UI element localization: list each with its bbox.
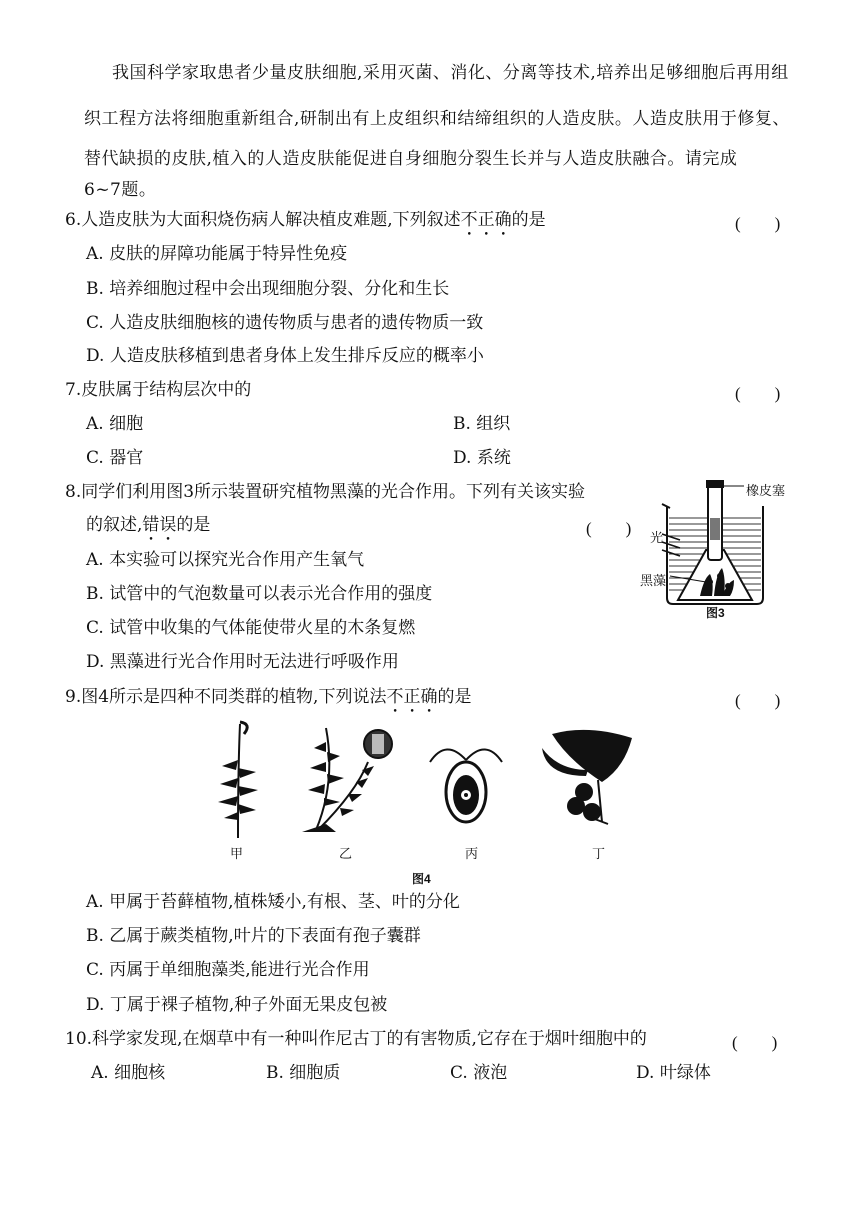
q9-stem: 9.图4所示是四种不同类群的植物,下列说法不正确的是 <box>65 687 472 707</box>
q9-emphasis: 不正确 <box>386 687 438 707</box>
q6-option-c[interactable]: C. 人造皮肤细胞核的遗传物质与患者的遗传物质一致 <box>86 313 484 333</box>
q6-option-a[interactable]: A. 皮肤的屏障功能属于特异性免疫 <box>86 244 348 264</box>
q10-answer-blank[interactable]: ( ) <box>732 1033 778 1052</box>
q7-option-a[interactable]: A. 细胞 <box>86 414 144 434</box>
plant-ginkgo-image <box>528 730 638 830</box>
plant-fern-image <box>296 722 396 834</box>
passage-line-3: 替代缺损的皮肤,植入的人造皮肤能促进自身细胞分裂生长并与人造皮肤融合。请完成 <box>84 149 738 169</box>
label-algae: 黑藻 <box>640 573 667 588</box>
plant-label-jia: 甲 <box>230 846 244 861</box>
plant-alga-image <box>426 740 506 830</box>
q7-option-b[interactable]: B. 组织 <box>453 414 511 434</box>
q9-answer-blank[interactable]: ( ) <box>735 691 781 710</box>
q8-emphasis: 错误 <box>142 515 177 535</box>
q8-option-c[interactable]: C. 试管中收集的气体能使带火星的木条复燃 <box>86 618 416 638</box>
q10-option-b[interactable]: B. 细胞质 <box>266 1063 341 1083</box>
figure-4-caption: 图4 <box>412 872 431 886</box>
plant-label-ding: 丁 <box>592 846 606 861</box>
q10-option-c[interactable]: C. 液泡 <box>450 1063 508 1083</box>
passage-line-4: 6~7题。 <box>84 180 157 200</box>
q9-option-d[interactable]: D. 丁属于裸子植物,种子外面无果皮包被 <box>86 995 388 1015</box>
label-light: 光 <box>650 530 664 545</box>
q8-answer-blank[interactable]: ( ) <box>586 519 632 538</box>
figure-3-apparatus <box>640 478 790 618</box>
q6-option-b[interactable]: B. 培养细胞过程中会出现细胞分裂、分化和生长 <box>86 279 450 299</box>
q7-option-d[interactable]: D. 系统 <box>453 448 511 468</box>
q10-stem: 10.科学家发现,在烟草中有一种叫作尼古丁的有害物质,它存在于烟叶细胞中的 <box>65 1029 647 1049</box>
q7-stem: 7.皮肤属于结构层次中的 <box>65 380 252 400</box>
q10-option-a[interactable]: A. 细胞核 <box>91 1063 166 1083</box>
q8-stem-line-1: 8.同学们利用图3所示装置研究植物黑藻的光合作用。下列有关该实验 <box>65 482 586 502</box>
plant-moss-image <box>214 720 264 840</box>
q8-option-b[interactable]: B. 试管中的气泡数量可以表示光合作用的强度 <box>86 584 433 604</box>
q7-option-c[interactable]: C. 器官 <box>86 448 144 468</box>
q10-option-d[interactable]: D. 叶绿体 <box>636 1063 711 1083</box>
label-rubber-stopper: 橡皮塞 <box>746 483 786 498</box>
gas-bubbles <box>710 518 720 540</box>
passage-line-2: 织工程方法将细胞重新组合,研制出有上皮组织和结缔组织的人造皮肤。人造皮肤用于修复、 <box>84 109 790 129</box>
q9-option-c[interactable]: C. 丙属于单细胞藻类,能进行光合作用 <box>86 960 370 980</box>
light-arrows <box>662 534 680 556</box>
plant-label-yi: 乙 <box>339 846 353 861</box>
q9-option-b[interactable]: B. 乙属于蕨类植物,叶片的下表面有孢子囊群 <box>86 926 421 946</box>
rubber-stopper <box>706 480 724 488</box>
passage-line-1: 我国科学家取患者少量皮肤细胞,采用灭菌、消化、分离等技术,培养出足够细胞后再用组 <box>112 63 789 83</box>
q8-option-a[interactable]: A. 本实验可以探究光合作用产生氧气 <box>86 550 365 570</box>
q7-answer-blank[interactable]: ( ) <box>735 384 781 403</box>
q6-stem: 6.人造皮肤为大面积烧伤病人解决植皮难题,下列叙述不正确的是 <box>65 210 546 230</box>
q8-stem-line-2: 的叙述,错误的是 <box>86 515 211 535</box>
plant-label-bing: 丙 <box>465 846 479 861</box>
q8-option-d[interactable]: D. 黑藻进行光合作用时无法进行呼吸作用 <box>86 652 399 672</box>
figure-3-caption: 图3 <box>706 606 725 620</box>
q9-option-a[interactable]: A. 甲属于苔藓植物,植株矮小,有根、茎、叶的分化 <box>86 892 460 912</box>
q6-emphasis: 不正确 <box>460 210 512 230</box>
q6-answer-blank[interactable]: ( ) <box>735 214 781 233</box>
q6-option-d[interactable]: D. 人造皮肤移植到患者身体上发生排斥反应的概率小 <box>86 346 484 366</box>
